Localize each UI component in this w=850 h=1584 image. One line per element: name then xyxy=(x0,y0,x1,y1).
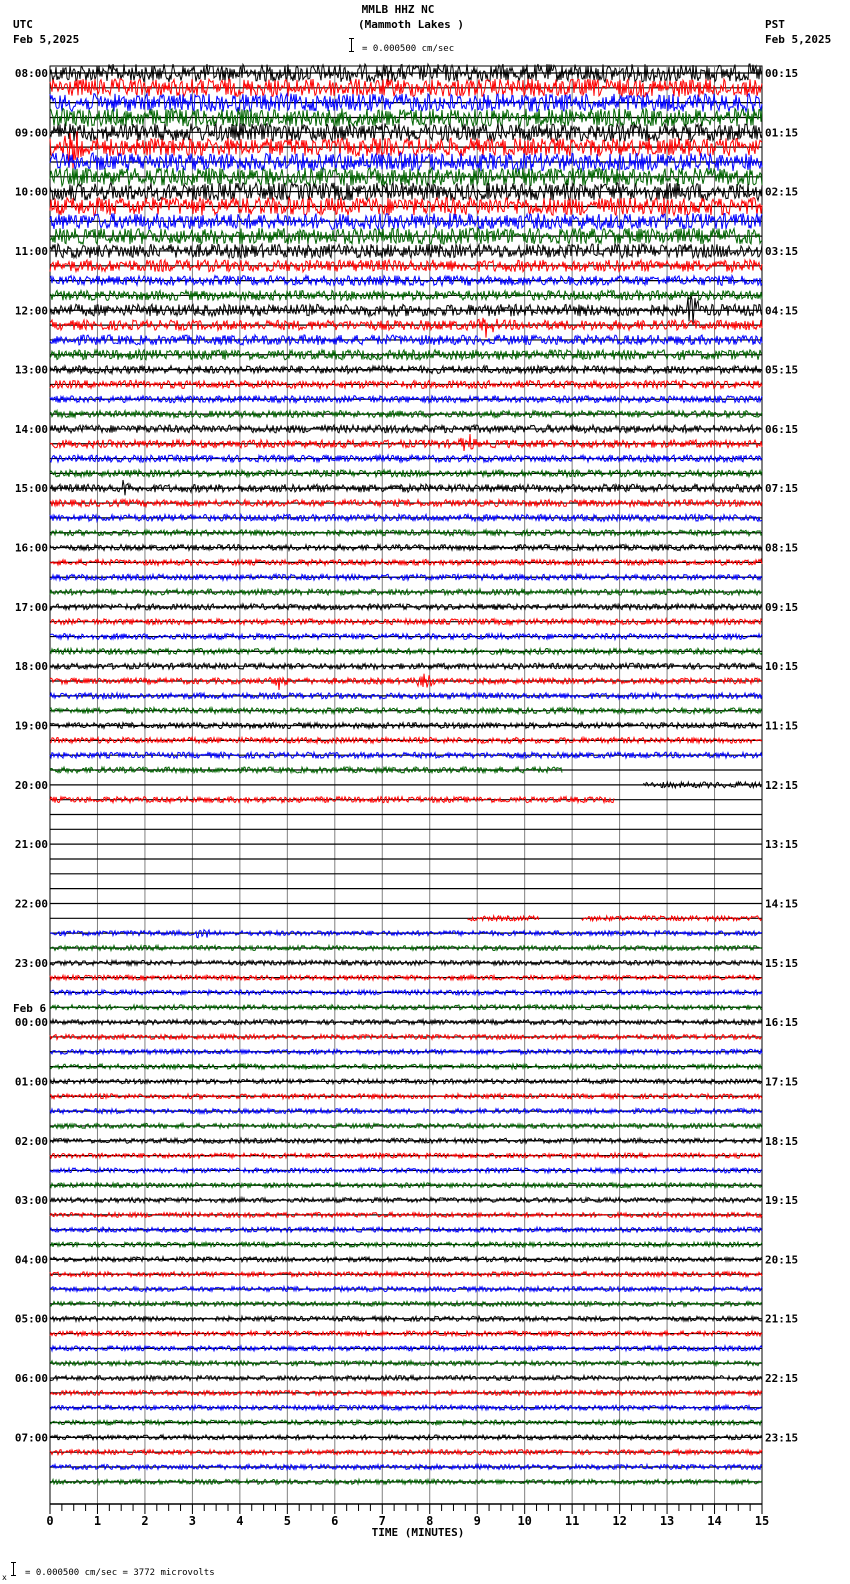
pst-hour-label: 16:15 xyxy=(765,1016,799,1030)
pst-hour-label: 22:15 xyxy=(765,1372,799,1386)
pst-hour-label: 15:15 xyxy=(765,956,799,970)
x-tick-label: 10 xyxy=(517,1514,532,1528)
x-tick-label: 14 xyxy=(707,1514,722,1528)
utc-hour-label: 00:00 xyxy=(14,1016,48,1030)
utc-hour-label: 12:00 xyxy=(14,304,48,318)
utc-hour-label: 15:00 xyxy=(14,482,48,496)
utc-hour-label: 11:00 xyxy=(14,244,48,258)
seismic-trace xyxy=(50,434,762,451)
pst-hour-label: 03:15 xyxy=(765,244,799,258)
x-tick-label: 3 xyxy=(188,1514,197,1528)
utc-hour-label: 17:00 xyxy=(14,600,48,614)
seismic-trace xyxy=(50,1287,762,1292)
utc-hour-label: 16:00 xyxy=(14,541,48,555)
utc-hour-label: 10:00 xyxy=(14,185,48,199)
pst-hour-label: 14:15 xyxy=(765,897,799,911)
pst-hour-label: 11:15 xyxy=(765,719,799,733)
footer-scale-prefix: x xyxy=(2,1573,7,1582)
right-date-label: Feb 5,2025 xyxy=(765,33,832,46)
x-tick-label: 7 xyxy=(378,1514,386,1528)
seismic-trace xyxy=(50,648,762,654)
x-tick-label: 12 xyxy=(612,1514,627,1528)
x-axis-title: TIME (MINUTES) xyxy=(371,1526,465,1539)
footer-scale-text: = 0.000500 cm/sec = 3772 microvolts xyxy=(25,1568,215,1578)
utc-hour-label: 03:00 xyxy=(14,1194,48,1208)
pst-hour-label: 00:15 xyxy=(765,67,799,80)
utc-hour-label: 13:00 xyxy=(14,363,48,377)
x-tick-label: 6 xyxy=(331,1514,339,1528)
x-tick-label: 1 xyxy=(93,1514,102,1528)
seismic-trace xyxy=(50,589,762,595)
pst-hour-label: 12:15 xyxy=(765,778,799,792)
x-tick-label: 11 xyxy=(564,1514,580,1528)
pst-hour-label: 05:15 xyxy=(765,363,799,377)
utc-hour-label: 23:00 xyxy=(14,956,48,970)
utc-hour-label: 21:00 xyxy=(14,838,48,852)
seismic-trace xyxy=(50,1331,762,1336)
x-tick-label: 15 xyxy=(754,1514,770,1528)
seismic-trace xyxy=(50,455,762,462)
utc-date-change-label: Feb 6 xyxy=(13,1002,47,1016)
left-timezone-label: UTC xyxy=(13,18,33,31)
utc-hour-label: 14:00 xyxy=(14,422,48,436)
pst-hour-label: 01:15 xyxy=(765,126,799,140)
seismic-trace xyxy=(50,1094,762,1099)
x-tick-label: 0 xyxy=(46,1514,54,1528)
x-tick-label: 5 xyxy=(283,1514,291,1528)
utc-hour-label: 01:00 xyxy=(14,1075,48,1089)
utc-hour-label: 19:00 xyxy=(14,719,48,733)
seismic-trace xyxy=(50,723,762,729)
x-tick-label: 2 xyxy=(141,1514,149,1528)
x-tick-label: 9 xyxy=(473,1514,481,1528)
utc-hour-label: 06:00 xyxy=(14,1372,48,1386)
seismic-trace xyxy=(50,1123,762,1128)
seismic-trace xyxy=(50,411,762,418)
x-tick-label: 8 xyxy=(426,1514,434,1528)
pst-hour-label: 08:15 xyxy=(765,541,799,555)
seismic-trace xyxy=(50,318,762,338)
seismic-trace xyxy=(50,604,762,610)
utc-hour-label: 04:00 xyxy=(14,1253,48,1267)
seismic-trace xyxy=(643,782,761,788)
utc-hour-label: 22:00 xyxy=(14,897,48,911)
pst-hour-label: 21:15 xyxy=(765,1312,799,1326)
header-scale-text: = 0.000500 cm/sec xyxy=(362,44,455,54)
seismic-trace xyxy=(50,767,562,773)
x-tick-label: 13 xyxy=(659,1514,675,1528)
left-date-label: Feb 5,2025 xyxy=(13,33,80,46)
seismic-trace xyxy=(50,1109,762,1114)
x-tick-label: 4 xyxy=(236,1514,244,1528)
pst-hour-label: 04:15 xyxy=(765,304,799,318)
station-title: MMLB HHZ NC xyxy=(361,3,435,16)
utc-hour-label: 02:00 xyxy=(14,1134,48,1148)
utc-hour-label: 08:00 xyxy=(14,67,48,80)
utc-hour-label: 05:00 xyxy=(14,1312,48,1326)
seismic-trace xyxy=(50,674,762,690)
seismic-trace xyxy=(50,1361,762,1366)
right-timezone-label: PST xyxy=(765,18,785,31)
utc-hour-label: 09:00 xyxy=(14,126,48,140)
pst-hour-label: 17:15 xyxy=(765,1075,799,1089)
seismic-trace xyxy=(50,1079,762,1084)
pst-hour-label: 13:15 xyxy=(765,838,799,852)
pst-hour-label: 09:15 xyxy=(765,600,799,614)
pst-hour-label: 10:15 xyxy=(765,660,799,674)
seismic-trace xyxy=(50,930,762,938)
footer-scale-bar-icon xyxy=(11,1562,16,1576)
station-location: (Mammoth Lakes ) xyxy=(358,18,464,31)
utc-hour-label: 20:00 xyxy=(14,778,48,792)
pst-hour-label: 19:15 xyxy=(765,1194,799,1208)
utc-hour-label: 18:00 xyxy=(14,660,48,674)
pst-hour-label: 18:15 xyxy=(765,1134,799,1148)
pst-hour-label: 20:15 xyxy=(765,1253,799,1267)
pst-hour-label: 23:15 xyxy=(765,1431,799,1445)
pst-hour-label: 02:15 xyxy=(765,185,799,199)
utc-hour-label: 07:00 xyxy=(14,1431,48,1445)
pst-hour-label: 07:15 xyxy=(765,482,799,496)
pst-hour-label: 06:15 xyxy=(765,422,799,436)
